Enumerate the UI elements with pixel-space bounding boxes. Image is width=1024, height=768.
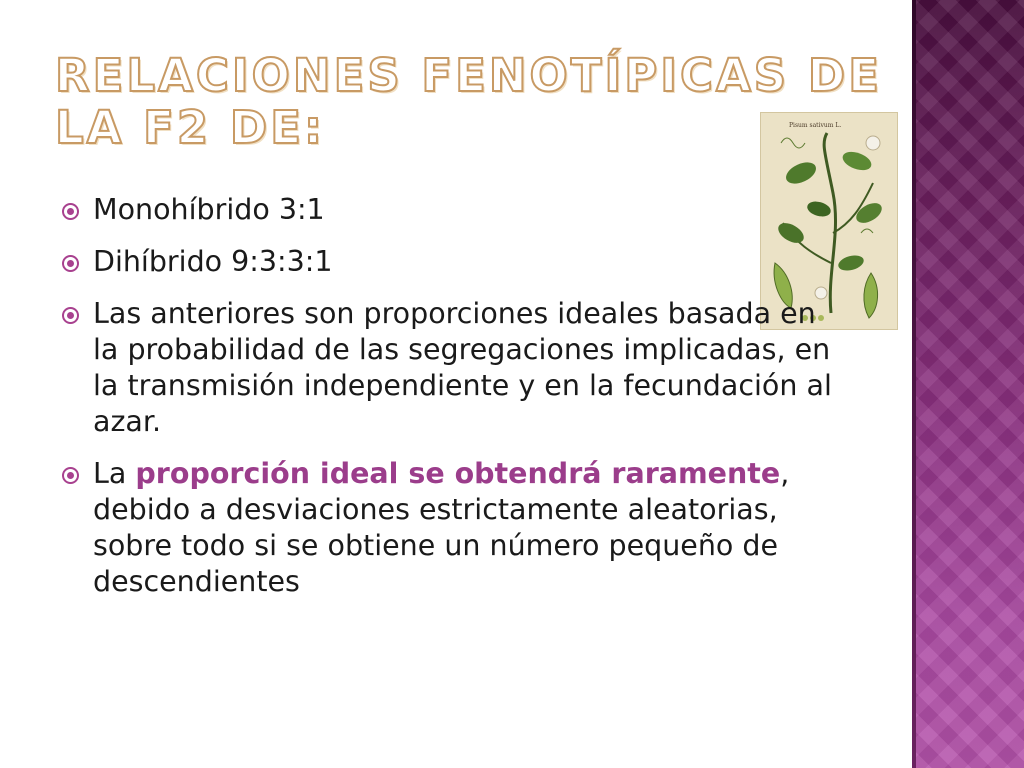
plate-header-text: Pisum sativum L.: [789, 122, 842, 129]
bullet-circle-icon: [62, 467, 79, 484]
bullet-text: Las anteriores son proporciones ideales basada en la probabilidad de las segregaciones implicadas, en la transmisión independiente y en la fecundación al azar.: [93, 297, 832, 438]
bullet-item: [62, 296, 842, 440]
slide-title: RELACIONES FENOTÍPICAS DE LA F2 DE:: [55, 49, 882, 154]
bullet-text: Dihíbrido 9:3:3:1: [93, 245, 333, 278]
decorative-side-band: [912, 0, 1024, 768]
bullet-text-after: , debido a desviaciones estrictamente aleatorias, sobre todo si se obtiene un número pequeño de descendientes: [93, 457, 790, 598]
side-band-edge: [912, 0, 916, 768]
bullet-circle-icon: [62, 203, 79, 220]
bullet-item: [62, 456, 842, 600]
bullet-circle-icon: [62, 255, 79, 272]
bullet-text-before: La: [93, 457, 136, 490]
bullet-item: [62, 244, 842, 280]
bullet-text: Monohíbrido 3:1: [93, 193, 325, 226]
bullet-list: [62, 192, 842, 616]
bullet-item: [62, 192, 842, 228]
bullet-circle-icon: [62, 307, 79, 324]
bullet-highlight: proporción ideal se obtendrá raramente: [135, 457, 781, 490]
